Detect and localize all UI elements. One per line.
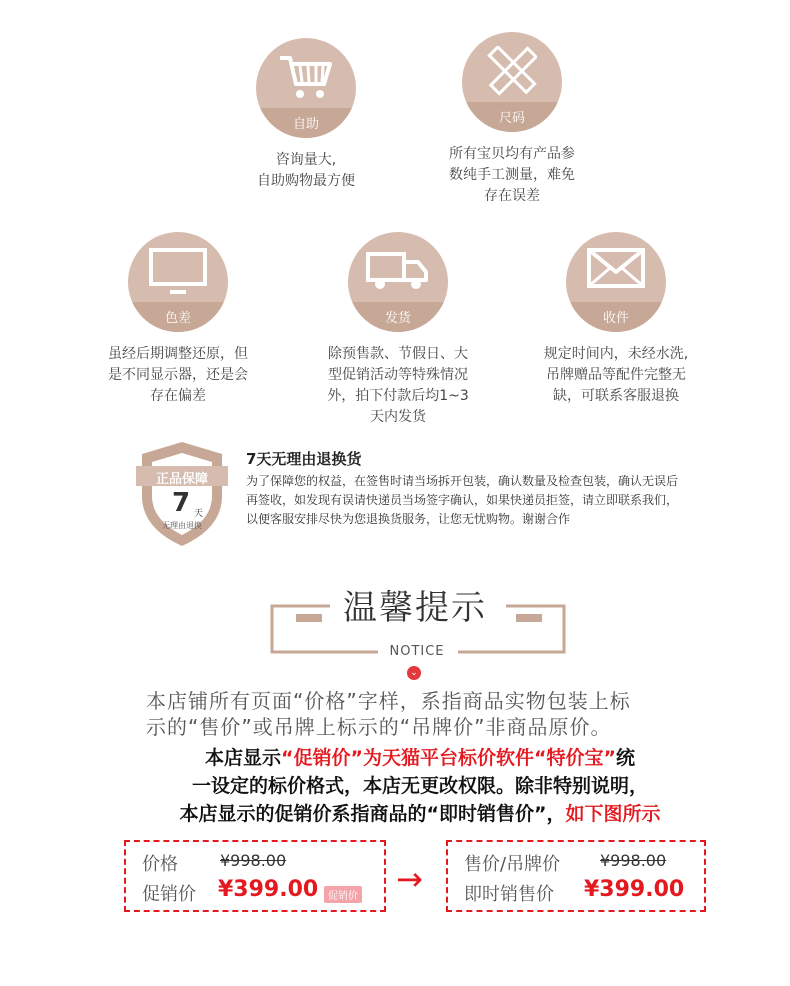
promo-price-value: ¥399.00 [218, 877, 319, 902]
envelope-icon [586, 246, 646, 290]
original-price: ¥998.00 [600, 851, 667, 870]
size-badge [462, 32, 562, 132]
notice-title: 温馨提示 [330, 580, 500, 629]
badge-unit: 天 [194, 509, 204, 519]
shipping-badge [348, 232, 448, 332]
feature-color-difference [68, 232, 288, 407]
price-example-left [124, 840, 386, 912]
price-notice-paragraph: 本店铺所有页面“价格”字样，系指商品实物包装上标 示的“售价”或吊牌上标示的“吊牌价”非商品原价。 [146, 689, 631, 739]
badge-top-text: 正品保障 [155, 472, 208, 487]
feature-description: 规定时间内，未经水洗, 吊牌赠品等配件完整无 缺，可联系客服退换 [543, 346, 689, 404]
feature-label: 自助 [292, 117, 319, 132]
instant-price-value: ¥399.00 [584, 877, 685, 902]
feature-label: 发货 [384, 311, 411, 326]
feature-receiving [506, 232, 726, 407]
original-price: ¥998.00 [220, 851, 287, 870]
feature-description: 虽经后期调整还原，但 是不同显示器，还是会 存在偏差 [108, 346, 248, 404]
feature-size [402, 32, 622, 207]
promo-price-paragraph: 本店显示“促销价”为天猫平台标价软件“特价宝”统 一设定的标价格式，本店无更改权限。除非特别说明， 本店显示的促销价系指商品的“即时销售价”，如下图所示 [179, 747, 661, 825]
feature-label: 尺码 [498, 111, 525, 126]
monitor-icon [148, 246, 208, 296]
badge-number: 7 [171, 488, 191, 518]
badge-bottom-text: 无理由退换 [162, 521, 202, 530]
instant-price-label: 即时销售价 [464, 884, 554, 905]
tag-price-label: 售价/吊牌价 [464, 854, 561, 875]
notice-subtitle: NOTICE [378, 644, 456, 659]
feature-self-service [196, 38, 416, 192]
guarantee-title: 7天无理由退换货 [246, 450, 362, 468]
color-badge [128, 232, 228, 332]
chevron-down-icon: ⌄ [407, 666, 421, 680]
shopping-cart-icon [278, 52, 334, 100]
feature-description: 除预售款、节假日、大 型促销活动等特殊情况 外，拍下付款后均1~3 天内发货 [327, 346, 469, 425]
arrow-right-icon: → [396, 860, 423, 898]
feature-label: 收件 [602, 311, 629, 326]
feature-shipping [288, 232, 508, 428]
delivery-truck-icon [366, 246, 430, 294]
seven-day-return-guarantee [132, 440, 752, 550]
promo-price-label: 促销价 [142, 884, 196, 905]
ruler-pencil-icon [487, 46, 537, 98]
self-service-badge [256, 38, 356, 138]
receiving-badge [566, 232, 666, 332]
feature-label: 色差 [164, 311, 191, 326]
price-example-right [446, 840, 706, 912]
promo-tag: 促销价 [324, 886, 362, 903]
price-label: 价格 [142, 854, 178, 875]
feature-description: 咨询量大, 自助购物最方便 [257, 152, 355, 189]
guarantee-description: 为了保障您的权益，在签售时请当场拆开包装，确认数量及检查包装，确认无误后 再签收，如发现有误请快递员当场签字确认，如果快递员拒签，请立即联系我们， 以便客服安排尽快为您退换货服务，让您无忧购物。谢谢合作 [246, 474, 679, 526]
feature-description: 所有宝贝均有产品参 数纯手工测量，难免 存在误差 [449, 146, 575, 204]
